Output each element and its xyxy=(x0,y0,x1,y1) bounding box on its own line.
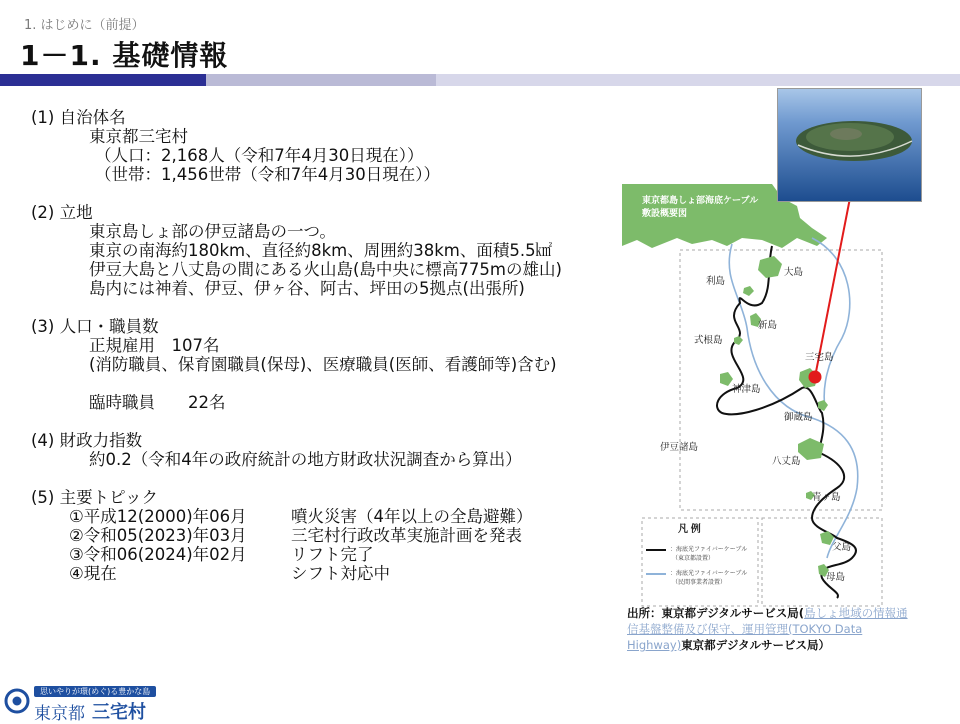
section-heading: (4) 財政力指数 xyxy=(31,431,143,450)
label-shikinejima: 式根島 xyxy=(694,335,723,346)
section-fiscal xyxy=(31,431,631,469)
section-municipality xyxy=(31,108,631,184)
source-suffix: 東京都デジタルサービス局） xyxy=(681,638,830,652)
legend-text-2b: （民間事業者設置） xyxy=(672,580,727,586)
section-line: （人口：2,168人（令和7年4月30日現在）） xyxy=(95,146,424,165)
label-mikurajima: 御蔵島 xyxy=(784,412,813,423)
label-aogashima: 青ヶ島 xyxy=(812,492,841,503)
legend-title: 凡 例 xyxy=(678,524,701,535)
section-line: 東京の南海約180km、直径約8km、周囲約38km、面積5.5㎢ xyxy=(89,241,553,260)
breadcrumb: 1. はじめに（前提） xyxy=(24,18,145,33)
topic-row xyxy=(31,564,631,583)
label-niijima: 新島 xyxy=(758,320,778,331)
island-aerial-photo xyxy=(777,88,922,202)
section-line: 正規雇用 107名 xyxy=(89,336,220,355)
topic-text: 三宅村行政改革実施計画を発表 xyxy=(291,526,522,545)
village-emblem-icon xyxy=(4,686,30,716)
source-citation xyxy=(627,605,917,653)
label-izu-islands: 伊豆諸島 xyxy=(660,442,699,453)
label-hachijojima: 八丈島 xyxy=(772,456,801,467)
photo-pointer-line xyxy=(815,198,850,377)
section-line: 東京都三宅村 xyxy=(89,127,188,146)
topic-row xyxy=(31,507,631,526)
logo-tagline: 思いやりが環(めぐ)る豊かな島 xyxy=(34,686,156,697)
topic-date: ①平成12(2000)年06月 xyxy=(69,507,247,526)
island-toshima xyxy=(743,286,754,296)
section-line: 約0.2（令和4年の政府統計の地方財政状況調査から算出） xyxy=(89,450,522,469)
section-line: (消防職員、保育園職員(保母)、医療職員(医師、看護師等)含む) xyxy=(89,355,557,374)
izu-area-frame xyxy=(680,250,882,510)
label-chichijima: 父島 xyxy=(832,542,852,553)
village-logo xyxy=(4,686,164,724)
label-hahajima: 母島 xyxy=(826,572,846,583)
section-line: 東京島しょ部の伊豆諸島の一つ。 xyxy=(89,222,336,241)
title-band-accent-light xyxy=(206,74,436,86)
logo-name-right: 三宅村 xyxy=(92,702,146,723)
page-title: 1－1. 基礎情報 xyxy=(20,39,229,72)
source-link[interactable]: 島しょ地域の情報通信基盤整備及び保守、運用管理(TOKYO Data Highway) xyxy=(627,606,908,652)
legend-text-1b: （東京都設置） xyxy=(672,556,715,562)
label-oshima: 大島 xyxy=(784,267,804,278)
topic-date: ③令和06(2024)年02月 xyxy=(69,545,247,564)
section-heading: (1) 自治体名 xyxy=(31,108,126,127)
title-band-accent xyxy=(0,74,206,86)
island-hachijojima xyxy=(798,438,824,460)
topic-row xyxy=(31,526,631,545)
topic-text: リフト完了 xyxy=(291,545,374,564)
legend-text-2a: ：海底光ファイバーケーブル xyxy=(670,571,748,577)
section-line: （世帯：1,456世帯（令和7年4月30日現在）） xyxy=(95,165,440,184)
section-line: 臨時職員 22名 xyxy=(89,393,226,412)
map-title: 東京都島しょ部海底ケーブル xyxy=(642,195,759,205)
section-line: 伊豆大島と八丈島の間にある火山島(島中央に標高775mの雄山) xyxy=(89,260,562,279)
legend-text-1a: ：海底光ファイバーケーブル xyxy=(670,547,748,553)
ogasawara-area-frame xyxy=(762,518,882,606)
logo-name-left: 東京都 xyxy=(34,704,85,724)
source-prefix: 出所：東京都デジタルサービス局( xyxy=(627,606,805,620)
section-heading: (3) 人口・職員数 xyxy=(31,317,159,336)
map-subtitle: 敷設概要図 xyxy=(642,208,688,218)
label-toshima: 利島 xyxy=(706,276,726,287)
section-location xyxy=(31,203,631,298)
section-staff xyxy=(31,317,631,412)
topic-date: ④現在 xyxy=(69,564,117,583)
topic-text: シフト対応中 xyxy=(291,564,390,583)
section-heading: (2) 立地 xyxy=(31,203,93,222)
label-miyakejima: 三宅島 xyxy=(805,352,834,363)
section-heading: (5) 主要トピック xyxy=(31,488,158,507)
section-line: 島内には神着、伊豆、伊ヶ谷、阿古、坪田の5拠点(出張所) xyxy=(89,279,525,298)
island-shikinejima xyxy=(734,336,743,345)
topic-text: 噴火災害（4年以上の全島避難） xyxy=(291,507,533,526)
topic-date: ②令和05(2023)年03月 xyxy=(69,526,247,545)
topic-row xyxy=(31,545,631,564)
section-topics xyxy=(31,488,631,583)
label-kozushima: 神津島 xyxy=(732,384,761,395)
island-oshima xyxy=(758,256,782,278)
info-body xyxy=(31,108,631,602)
cable-map xyxy=(622,88,940,608)
